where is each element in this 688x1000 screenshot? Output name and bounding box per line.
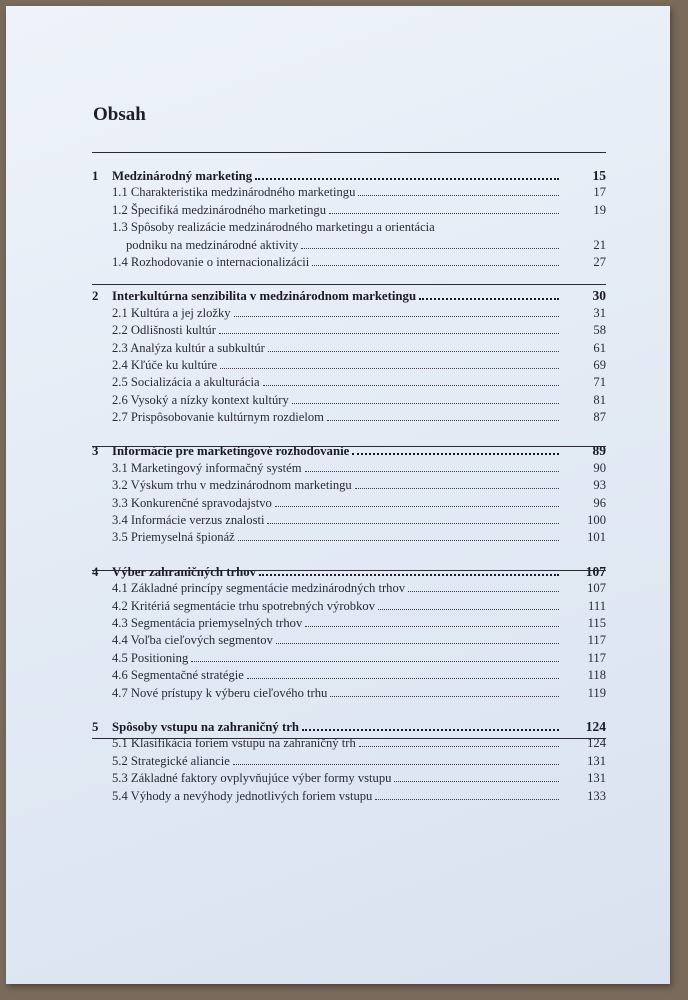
section-title: 2.5 Socializácia a akulturácia bbox=[112, 375, 260, 390]
section-page-number: 100 bbox=[587, 513, 606, 528]
section-title: 2.6 Vysoký a nízky kontext kultúry bbox=[112, 392, 289, 407]
toc-chapter bbox=[92, 564, 606, 703]
toc-section-row bbox=[92, 599, 606, 616]
dot-leader bbox=[305, 471, 559, 472]
section-page-number: 81 bbox=[593, 392, 606, 407]
section-title: 2.7 Prispôsobovanie kultúrnym rozdielom bbox=[112, 410, 324, 425]
chapter-title: Spôsoby vstupu na zahraničný trh bbox=[112, 719, 300, 734]
dot-leader bbox=[259, 574, 559, 576]
toc-chapter bbox=[92, 719, 606, 806]
dot-leader bbox=[358, 195, 559, 196]
toc-chapter-row bbox=[92, 564, 606, 581]
section-title: 3.5 Priemyselná špionáž bbox=[112, 530, 235, 545]
dot-leader bbox=[220, 368, 559, 369]
section-title: 4.7 Nové prístupy k výberu cieľového trhu bbox=[112, 685, 328, 700]
dot-leader bbox=[419, 298, 559, 300]
dot-leader bbox=[352, 453, 559, 455]
section-title: 4.3 Segmentácia priemyselných trhov bbox=[112, 615, 303, 630]
section-page-number: 117 bbox=[587, 633, 606, 648]
table-of-contents bbox=[92, 168, 606, 822]
dot-leader bbox=[301, 248, 559, 249]
toc-section-row bbox=[92, 496, 606, 513]
dot-leader bbox=[267, 523, 559, 524]
toc-section-row bbox=[92, 771, 606, 788]
toc-chapter-row bbox=[92, 719, 606, 736]
toc-section-row bbox=[92, 306, 606, 323]
section-page-number: 101 bbox=[587, 530, 606, 545]
toc-section-row bbox=[92, 393, 606, 410]
section-page-number: 87 bbox=[593, 410, 606, 425]
section-title: 1.1 Charakteristika medzinárodného marketingu bbox=[112, 185, 356, 200]
section-page-number: 27 bbox=[593, 254, 606, 269]
book-page bbox=[6, 6, 670, 984]
dot-leader bbox=[292, 403, 559, 404]
section-title: 2.1 Kultúra a jej zložky bbox=[112, 305, 231, 320]
section-page-number: 17 bbox=[593, 185, 606, 200]
section-page-number: 117 bbox=[587, 650, 606, 665]
section-title: 3.2 Výskum trhu v medzinárodnom marketingu bbox=[112, 478, 352, 493]
toc-section-row bbox=[92, 185, 606, 202]
toc-section-row bbox=[92, 238, 606, 255]
toc-section-row bbox=[92, 668, 606, 685]
dot-leader bbox=[263, 385, 559, 386]
section-page-number: 71 bbox=[593, 375, 606, 390]
chapter-number: 5 bbox=[92, 719, 99, 734]
toc-section-row bbox=[92, 461, 606, 478]
chapter-title: Výber zahraničných trhov bbox=[112, 564, 257, 579]
section-page-number: 61 bbox=[593, 340, 606, 355]
dot-leader bbox=[275, 506, 559, 507]
chapter-number: 4 bbox=[92, 564, 99, 579]
dot-leader bbox=[394, 781, 559, 782]
toc-section-row bbox=[92, 530, 606, 547]
toc-section-row bbox=[92, 616, 606, 633]
dot-leader bbox=[378, 609, 559, 610]
section-page-number: 58 bbox=[593, 323, 606, 338]
chapter-page-number: 15 bbox=[592, 168, 606, 183]
dot-leader bbox=[276, 643, 559, 644]
toc-chapter bbox=[92, 168, 606, 272]
chapter-divider bbox=[92, 284, 606, 285]
dot-leader bbox=[233, 764, 559, 765]
section-page-number: 69 bbox=[593, 357, 606, 372]
chapter-divider bbox=[92, 570, 606, 571]
section-title: 2.3 Analýza kultúr a subkultúr bbox=[112, 340, 265, 355]
toc-section-row bbox=[92, 633, 606, 650]
dot-leader bbox=[255, 178, 559, 180]
section-title: 5.3 Základné faktory ovplyvňujúce výber formy vstupu bbox=[112, 771, 392, 786]
section-title: 5.4 Výhody a nevýhody jednotlivých foriem vstupu bbox=[112, 788, 373, 803]
section-page-number: 115 bbox=[587, 615, 606, 630]
dot-leader bbox=[238, 540, 559, 541]
section-title: 4.1 Základné princípy segmentácie medzinárodných trhov bbox=[112, 581, 406, 596]
section-title: 4.5 Positioning bbox=[112, 650, 189, 665]
toc-title: Obsah bbox=[93, 104, 146, 125]
chapter-divider bbox=[92, 738, 606, 739]
dot-leader bbox=[312, 265, 559, 266]
chapter-page-number: 124 bbox=[585, 718, 606, 734]
toc-section-row bbox=[92, 410, 606, 427]
section-title: 4.4 Voľba cieľových segmentov bbox=[112, 633, 273, 648]
dot-leader bbox=[234, 316, 559, 317]
toc-section-row bbox=[92, 651, 606, 668]
chapter-number: 3 bbox=[92, 444, 99, 459]
chapter-number: 2 bbox=[92, 289, 99, 304]
chapter-title: Informácie pre marketingové rozhodovanie bbox=[112, 444, 350, 459]
toc-section-row bbox=[92, 220, 606, 237]
toc-section-row bbox=[92, 323, 606, 340]
toc-section-row bbox=[92, 478, 606, 495]
dot-leader bbox=[305, 626, 559, 627]
section-page-number: 111 bbox=[588, 598, 606, 613]
section-title: 3.4 Informácie verzus znalosti bbox=[112, 513, 265, 528]
toc-section-row bbox=[92, 358, 606, 375]
section-page-number: 96 bbox=[593, 495, 606, 510]
toc-chapter bbox=[92, 443, 606, 547]
toc-section-row bbox=[92, 203, 606, 220]
dot-leader bbox=[359, 746, 559, 747]
section-title: 1.4 Rozhodovanie o internacionalizácii bbox=[112, 254, 310, 269]
dot-leader bbox=[302, 729, 559, 731]
section-page-number: 21 bbox=[593, 237, 606, 252]
dot-leader bbox=[330, 696, 559, 697]
section-page-number: 118 bbox=[587, 668, 606, 683]
section-page-number: 131 bbox=[587, 771, 606, 786]
chapter-page-number: 30 bbox=[592, 288, 606, 304]
chapter-divider bbox=[92, 446, 606, 447]
section-title: 3.3 Konkurenčné spravodajstvo bbox=[112, 495, 272, 510]
section-page-number: 131 bbox=[587, 753, 606, 768]
dot-leader bbox=[327, 420, 559, 421]
chapter-page-number: 89 bbox=[592, 443, 606, 459]
section-page-number: 31 bbox=[593, 305, 606, 320]
chapter-page-number: 107 bbox=[585, 563, 606, 579]
chapter-number: 1 bbox=[92, 169, 99, 183]
dot-leader bbox=[191, 661, 559, 662]
section-page-number: 133 bbox=[587, 788, 606, 803]
toc-section-row bbox=[92, 255, 606, 272]
section-title: 2.4 Kľúče ku kultúre bbox=[112, 357, 218, 372]
toc-chapter bbox=[92, 288, 606, 427]
dot-leader bbox=[375, 799, 559, 800]
toc-chapter-row bbox=[92, 288, 606, 305]
toc-section-row bbox=[92, 513, 606, 530]
chapter-divider bbox=[92, 152, 606, 153]
dot-leader bbox=[355, 488, 559, 489]
dot-leader bbox=[408, 591, 559, 592]
section-title: 1.3 Spôsoby realizácie medzinárodného marketingu a orientácia bbox=[112, 220, 435, 235]
chapter-title: Interkultúrna senzibilita v medzinárodnom marketingu bbox=[112, 289, 417, 304]
chapter-title: Medzinárodný marketing bbox=[112, 169, 253, 183]
section-title: podniku na medzinárodné aktivity bbox=[126, 237, 299, 252]
section-page-number: 90 bbox=[593, 460, 606, 475]
section-title: 3.1 Marketingový informačný systém bbox=[112, 460, 302, 475]
dot-leader bbox=[329, 213, 559, 214]
dot-leader bbox=[268, 351, 559, 352]
section-title: 5.1 Klasifikácia foriem vstupu na zahraničný trh bbox=[112, 736, 356, 751]
toc-section-row bbox=[92, 341, 606, 358]
dot-leader bbox=[219, 333, 559, 334]
section-page-number: 119 bbox=[587, 685, 606, 700]
toc-section-row bbox=[92, 686, 606, 703]
section-page-number: 124 bbox=[587, 736, 606, 751]
section-title: 2.2 Odlišnosti kultúr bbox=[112, 323, 216, 338]
dot-leader bbox=[247, 678, 559, 679]
toc-section-row bbox=[92, 754, 606, 771]
section-page-number: 93 bbox=[593, 478, 606, 493]
toc-section-row bbox=[92, 581, 606, 598]
section-title: 4.6 Segmentačné stratégie bbox=[112, 668, 244, 683]
toc-section-row bbox=[92, 375, 606, 392]
section-title: 5.2 Strategické aliancie bbox=[112, 753, 230, 768]
section-page-number: 19 bbox=[593, 202, 606, 217]
toc-section-row bbox=[92, 789, 606, 806]
section-page-number: 107 bbox=[587, 581, 606, 596]
toc-chapter-row bbox=[92, 168, 606, 185]
section-title: 1.2 Špecifiká medzinárodného marketingu bbox=[112, 202, 327, 217]
section-title: 4.2 Kritériá segmentácie trhu spotrebných výrobkov bbox=[112, 598, 375, 613]
